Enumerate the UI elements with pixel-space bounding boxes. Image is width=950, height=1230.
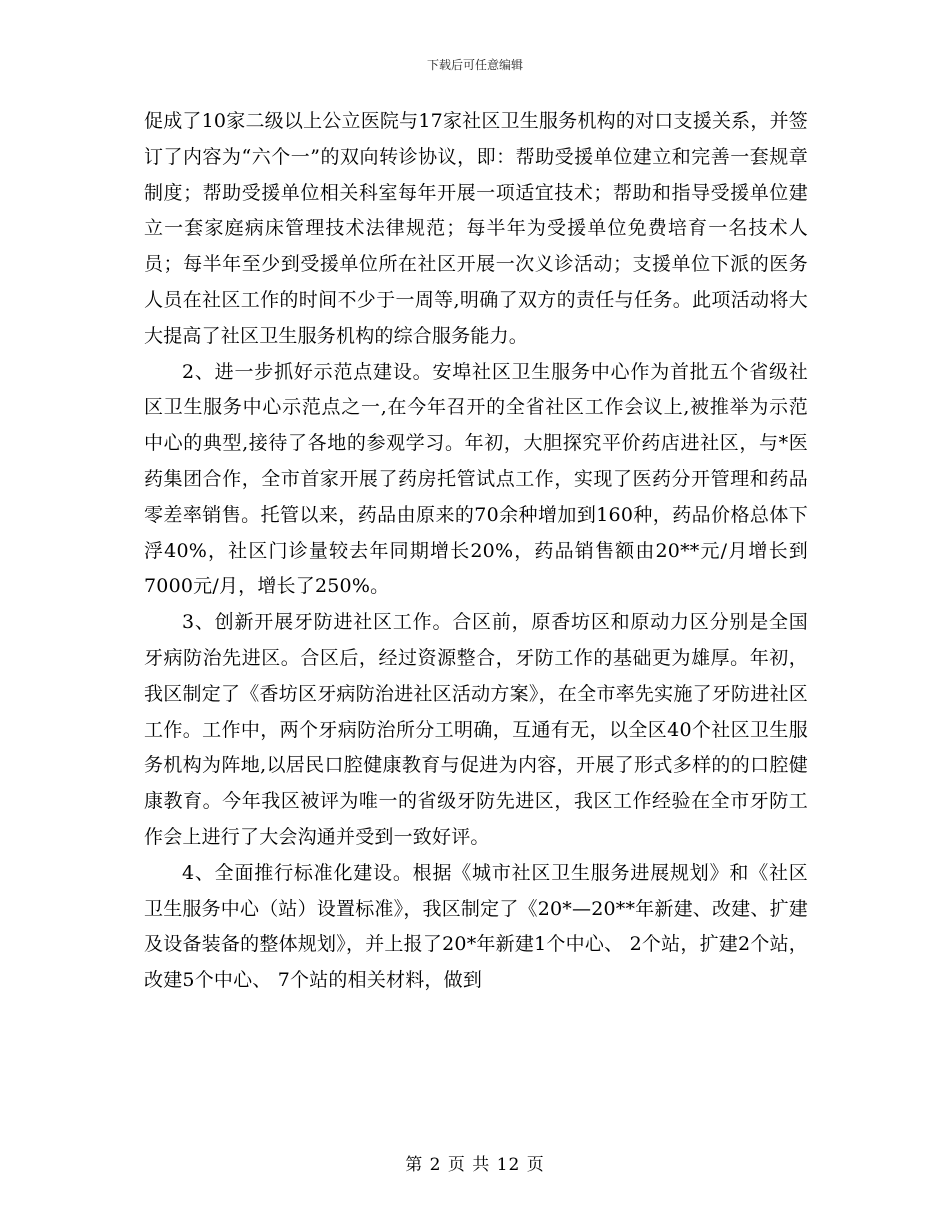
document-body xyxy=(144,104,808,999)
paragraph-dental-prevention: 3、创新开展牙防进社区工作。合区前，原香坊区和原动力区分别是全国牙病防治先进区。合区后，经过资源整合，牙防工作的基础更为雄厚。年初，我区制定了《香坊区牙病防治进社区活动方案》，在全市率先实施了牙防进社区工作。工作中，两个牙病防治所分工明确，互通有无，以全区40个社区卫生服务机构为阵地,以居民口腔健康教育与促进为内容，开展了形式多样的的口腔健康教育。今年我区被评为唯一的省级牙防先进区，我区工作经验在全市牙防工作会上进行了大会沟通并受到一致好评。 xyxy=(144,611,808,848)
page-header: 下载后可任意编辑 xyxy=(426,58,523,72)
paragraph-demonstration-sites: 2、进一步抓好示范点建设。安埠社区卫生服务中心作为首批五个省级社区卫生服务中心示范点之一,在今年召开的全省社区工作会议上,被推举为示范中心的典型,接待了各地的参观学习。年初，大胆探究平价药店进社区，与*医药集团合作，全市首家开展了药房托管试点工作，实现了医药分开管理和药品零差率销售。托管以来，药品由原来的70余种增加到160种，药品价格总体下浮40%，社区门诊量较去年同期增长20%，药品销售额由20**元/月增长到7000元/月，增长了250%。 xyxy=(144,360,808,598)
paragraph-continued: 促成了10家二级以上公立医院与17家社区卫生服务机构的对口支援关系，并签订了内容为“六个一”的双向转诊协议，即：帮助受援单位建立和完善一套规章制度；帮助受援单位相关科室每年开展一项适宜技术；帮助和指导受援单位建立一套家庭病床管理技术法律规范；每半年为受援单位免费培育一名技术人员；每半年至少到受援单位所在社区开展一次义诊活动；支援单位下派的医务人员在社区工作的时间不少于一周等,明确了双方的责任与任务。此项活动将大大提高了社区卫生服务机构的综合服务能力。 xyxy=(144,110,808,347)
paragraph-standardization: 4、全面推行标准化建设。根据《城市社区卫生服务进展规划》和《社区卫生服务中心（站）设置标准》，我区制定了《20*—20**年新建、改建、扩建及设备装备的整体规划》，并上报了20*年新建1个中心、 2个站，扩建2个站，改建5个中心、 7个站的相关材料，做到 xyxy=(144,861,808,992)
page-number-footer: 第 2 页 共 12 页 xyxy=(405,1155,545,1175)
